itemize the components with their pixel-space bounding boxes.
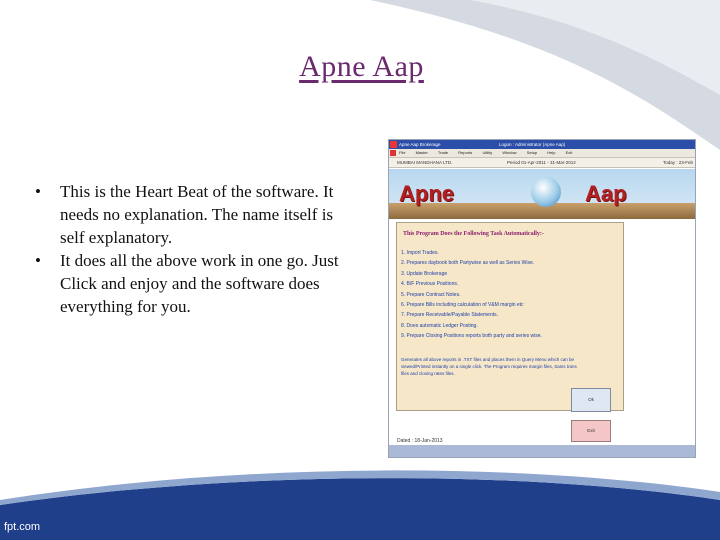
ok-button[interactable]: Ok [571,388,611,412]
task-item: 1. Import Trades. [401,250,439,256]
banner-logo-left: Apne [399,181,454,206]
menu-item[interactable]: Master [415,150,428,155]
bullet-text: It does all the above work in one go. Just Click and enjoy and the software does everything for you. [60,251,339,316]
task-item: 9. Prepare Closing Positions reports both party and series wise. [401,333,542,340]
task-item: 8. Does automatic Ledger Posting. [401,322,478,329]
bullet-item [28,249,358,318]
task-item: 7. Prepare Receivable/Payable Statements. [401,312,498,319]
slide-title: Apne Aap [299,50,424,83]
menu-item[interactable]: Utility [482,150,493,155]
bullet-text: This is the Heart Beat of the software. It needs no explanation. The name itself is self explanatory. [60,182,334,247]
bullet-list [28,180,358,318]
bullet-dot: • [35,251,41,270]
app-menubar [389,149,695,158]
app-screenshot [388,139,696,458]
task-panel [396,222,624,411]
panel-heading: This Program Does the Following Task Automatically:- [403,231,544,237]
app-icon [390,141,397,148]
exit-button[interactable]: Exit [571,420,611,442]
login-text: Logon : Administrator (Apne Aap) [499,142,566,147]
app-banner [389,169,695,219]
menu-item[interactable]: File [399,150,406,155]
dated-text: Dated : 18-Jan-2013 [397,438,443,444]
globe-icon [531,177,561,207]
app-infobar [389,158,695,168]
app-titlebar [389,140,695,149]
menu-item[interactable]: Exit [565,150,573,155]
panel-note: Generates all above reports in .TXT files and places them in Query Menu which can be viewed/Printed instantly on a single click. The Program requires margin files, Sanis trans files and closing rates files. [401,357,577,376]
task-item: 2. Prepares daybook both Partywise as well as Series Wise. [401,260,535,267]
menu-item[interactable]: Help [547,150,556,155]
task-item: 3. Update Brokerage [401,270,448,277]
bullet-dot: • [35,182,41,201]
menu-item[interactable]: Trade [437,150,449,155]
company-name: MUMBAI MANDHANA LTD. [397,160,453,165]
period-text: Period 01-Apr-2011 - 31-Mar-2012 [507,160,576,165]
app-title: Apne Aap Brokerage [399,142,441,147]
menu-item[interactable]: Window [502,150,517,155]
bullet-item [28,180,358,249]
app-statusbar [389,445,695,457]
menu-item[interactable]: Reports [458,150,473,155]
task-item: 6. Prepare Bills including calculation of V&M margin etc [401,302,524,309]
menu-icon [390,150,396,156]
task-item: 4. B/F Previous Positions. [401,281,459,288]
footer-watermark: fpt.com [4,521,41,533]
slide-title-wrap [0,50,720,84]
banner-logo-right: Aap [585,181,627,206]
today-text: Today : 23-Feb [662,160,693,165]
task-item: 5. Prepare Contract Notes. [401,291,461,298]
menu-item[interactable]: Setup [526,150,538,155]
task-list [401,248,542,342]
